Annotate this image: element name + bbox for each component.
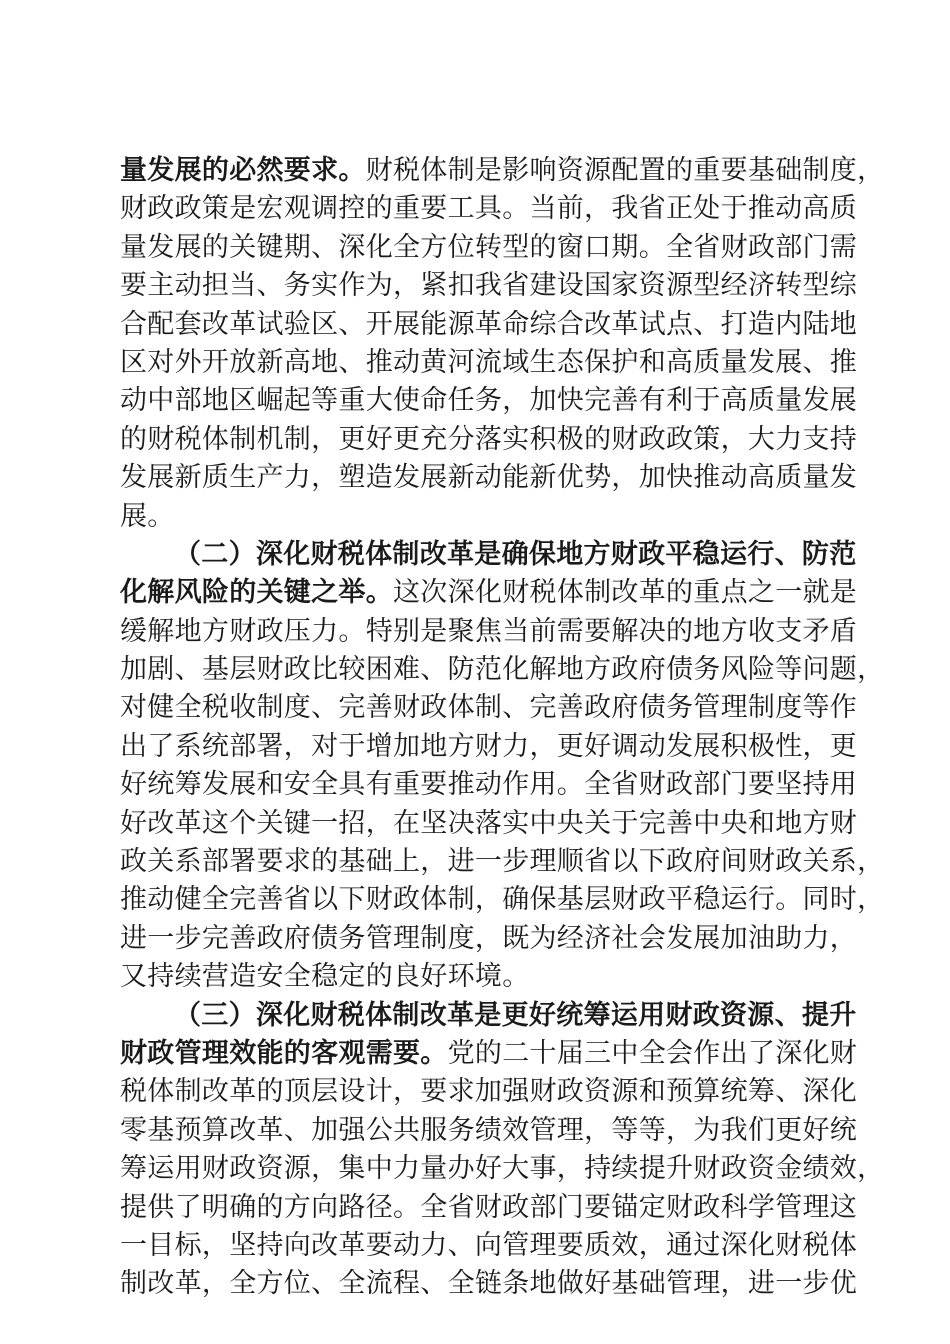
paragraph1-line: 量发展的关键期、深化全方位转型的窗口期。全省财政部门需 [120, 231, 858, 263]
paragraph3-line: 税体制改革的顶层设计，要求加强财政资源和预算统筹、深化 [120, 1076, 858, 1108]
paragraph3-line2-text: 党的二十届三中全会作出了深化财 [447, 1037, 858, 1069]
paragraph2-line: 好统筹发展和安全具有重要推动作用。全省财政部门要坚持用 [120, 769, 858, 801]
paragraph2-line: 好改革这个关键一招，在坚决落实中央关于完善中央和地方财 [120, 807, 858, 839]
paragraph1-line: 财政政策是宏观调控的重要工具。当前，我省正处于推动高质 [120, 193, 858, 225]
paragraph1-line1 [120, 152, 885, 190]
paragraph1-line: 的财税体制机制，更好更充分落实积极的财政政策，大力支持 [120, 423, 858, 455]
paragraph2-heading: （二）深化财税体制改革是确保地方财政平稳运行、防范 [174, 538, 857, 570]
paragraph2-line: 政关系部署要求的基础上，进一步理顺省以下政府间财政关系， [120, 846, 885, 878]
paragraph1-line: 要主动担当、务实作为，紧扣我省建设国家资源型经济转型综 [120, 270, 858, 302]
paragraph2-line: 进一步完善政府债务管理制度，既为经济社会发展加油助力， [120, 922, 858, 954]
paragraph3-heading-tail: 财政管理效能的客观需要。 [120, 1037, 448, 1069]
paragraph3-line: 制改革，全方位、全流程、全链条地做好基础管理，进一步优 [120, 1268, 858, 1300]
paragraph2-line: 对健全税收制度、完善财政体制、完善政府债务管理制度等作 [120, 692, 858, 724]
paragraph1-line: 发展新质生产力，塑造发展新动能新优势，加快推动高质量发 [120, 462, 858, 494]
paragraph2-line2-text: 这次深化财税体制改革的重点之一就是 [393, 577, 858, 609]
paragraph1-line: 区对外开放新高地、推动黄河流域生态保护和高质量发展、推 [120, 346, 858, 378]
paragraph2-line: 加剧、基层财政比较困难、防范化解地方政府债务风险等问题， [120, 654, 885, 686]
paragraph3-line2 [120, 1035, 858, 1073]
paragraph2-heading-tail: 化解风险的关键之举。 [120, 577, 393, 609]
paragraph1-line1-text: 财税体制是影响资源配置的重要基础制度， [365, 155, 885, 186]
paragraph2-line: 出了系统部署，对于增加地方财力，更好调动发展积极性，更 [120, 730, 858, 762]
paragraph1-line: 动中部地区崛起等重大使命任务，加快完善有利于高质量发展 [120, 385, 858, 417]
paragraph1-line: 合配套改革试验区、开展能源革命综合改革试点、打造内陆地 [120, 308, 858, 340]
paragraph2-line1 [120, 536, 857, 574]
paragraph2-line2 [120, 574, 858, 612]
paragraph3-heading: （三）深化财税体制改革是更好统筹运用财政资源、提升 [174, 999, 857, 1031]
paragraph1-last-line: 展。 [120, 500, 175, 532]
paragraph3-line1 [120, 997, 857, 1035]
paragraph3-line: 筹运用财政资源，集中力量办好大事，持续提升财政资金绩效， [120, 1153, 885, 1185]
document-body [120, 152, 885, 1304]
paragraph1-heading-tail: 量发展的必然要求。 [120, 155, 366, 186]
paragraph2-last-line: 又持续营造安全稳定的良好环境。 [120, 961, 530, 993]
paragraph3-line: 零基预算改革、加强公共服务绩效管理，等等，为我们更好统 [120, 1114, 858, 1146]
paragraph3-line: 提供了明确的方向路径。全省财政部门要锚定财政科学管理这 [120, 1191, 858, 1223]
paragraph2-line: 缓解地方财政压力。特别是聚焦当前需要解决的地方收支矛盾 [120, 615, 858, 647]
paragraph3-line: 一目标，坚持向改革要动力、向管理要质效，通过深化财税体 [120, 1229, 858, 1261]
paragraph2-line: 推动健全完善省以下财政体制，确保基层财政平稳运行。同时， [120, 884, 885, 916]
